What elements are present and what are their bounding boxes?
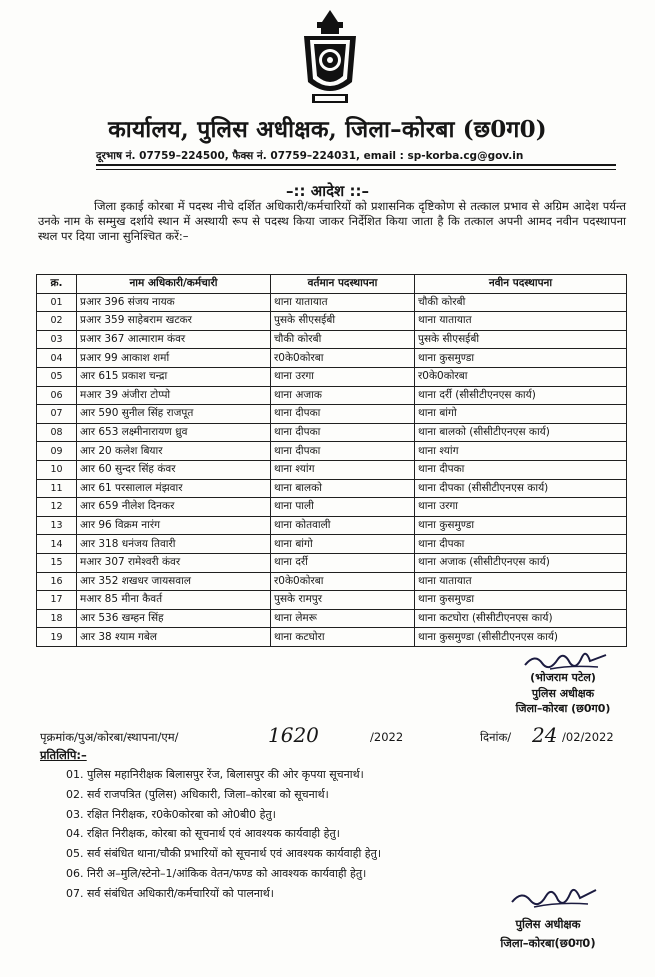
order-text: जिला इकाई कोरबा में पदस्थ नीचे दर्शित अधिकारी/कर्मचारियों को प्रशासनिक दृष्टिकोण से तत्काल प्रभाव से अग्रिम आदेश पर्यन्त उनके नाम के सम्मुख दर्शाये स्थान में अस्थायी रूप से पदस्थ किया जाकर निर्देशित किया जाता है कि तत्काल अपनी आमद नवीन पदस्थापना स्थल पर दिया जाना सुनिश्चित करें:– [38,199,626,243]
table-row [37,386,627,405]
signatory-designation-2: पुलिस अधीक्षक [515,917,581,931]
table-row [37,312,627,331]
cell-name: मआर 307 रामेश्वरी कंवर [77,553,271,572]
reference-year: /2022 [370,730,404,744]
cell-current-posting: थाना लेमरू [271,609,415,628]
cell-new-posting: थाना उरगा [415,498,627,517]
cell-sno: 05 [37,367,77,386]
col-header-new: नवीन पदस्थापना [415,275,627,294]
reference-number: 1620 [268,723,319,747]
cell-new-posting: थाना दीपका [415,535,627,554]
cell-new-posting: थाना यातायात [415,312,627,331]
cell-name: प्रआर 99 आकाश शर्मा [77,349,271,368]
list-item: 04. रक्षित निरीक्षक, कोरबा को सूचनार्थ एवं आवश्यक कार्यवाही हेतु। [66,827,340,841]
cell-sno: 03 [37,330,77,349]
cell-current-posting: र0के0कोरबा [271,572,415,591]
signatory-designation: पुलिस अधीक्षक [531,686,595,700]
cell-new-posting: थाना दर्री (सीसीटीएनएस कार्य) [415,386,627,405]
cell-sno: 12 [37,498,77,517]
table-row [37,498,627,517]
list-item: 01. पुलिस महानिरीक्षक बिलासपुर रेंज, बिलासपुर की ओर कृपया सूचनार्थ। [66,768,364,781]
cell-new-posting: थाना कुसमुण्डा [415,516,627,535]
cell-current-posting: थाना दर्री [271,553,415,572]
cell-name: आर 20 कलेश बियार [77,442,271,461]
reference-prefix: पृक्रमांक/पुअ/कोरबा/स्थापना/एम/ [40,730,179,744]
list-item: 07. सर्व संबंधित अधिकारी/कर्मचारियों को पालनार्थ। [66,886,274,900]
cell-current-posting: थाना अजाक [271,386,415,405]
cell-name: आर 318 धनंजय तिवारी [77,535,271,554]
table-row [37,609,627,628]
table-row [37,367,627,386]
postings-table [36,274,627,647]
cell-new-posting: थाना कुसमुण्डा [415,349,627,368]
cell-name: आर 659 नीलेश दिनकर [77,498,271,517]
cell-new-posting: थाना कटघोरा (सीसीटीएनएस कार्य) [415,609,627,628]
header-rule-thick [96,164,616,166]
cell-name: प्रआर 359 साहेबराम खटकर [77,312,271,331]
cell-current-posting: थाना दीपका [271,405,415,424]
postings-body [37,293,627,646]
cell-new-posting: थाना अजाक (सीसीटीएनएस कार्य) [415,553,627,572]
cell-name: आर 96 विक्रम नारंग [77,516,271,535]
cell-name: आर 653 लक्ष्मीनारायण ध्रुव [77,423,271,442]
table-row [37,516,627,535]
cell-sno: 17 [37,591,77,610]
cell-current-posting: थाना श्यांग [271,460,415,479]
cell-new-posting: थाना श्यांग [415,442,627,461]
table-row [37,423,627,442]
cell-sno: 04 [37,349,77,368]
cell-current-posting: थाना कोतवाली [271,516,415,535]
cell-sno: 06 [37,386,77,405]
cell-sno: 09 [37,442,77,461]
cell-new-posting: पुसके सीएसईबी [415,330,627,349]
cell-current-posting: पुसके रामपुर [271,591,415,610]
cell-name: मआर 85 मीना कैवर्त [77,591,271,610]
cell-new-posting: थाना दीपका (सीसीटीएनएस कार्य) [415,479,627,498]
col-header-sno: क्र. [37,275,77,294]
cell-name: आर 38 श्याम गबेल [77,628,271,647]
table-row [37,460,627,479]
cell-new-posting: चौकी कोरबी [415,293,627,312]
contact-line: दूरभाष नं. 07759–224500, फैक्स नं. 07759–224031, email : sp-korba.cg@gov.in [96,150,524,162]
cell-sno: 16 [37,572,77,591]
cell-current-posting: पुसके सीएसईबी [271,312,415,331]
cell-new-posting: थाना कुसमुण्डा [415,591,627,610]
cell-current-posting: थाना दीपका [271,423,415,442]
cell-sno: 02 [37,312,77,331]
cell-new-posting: थाना यातायात [415,572,627,591]
list-item: 05. सर्व संबंधित थाना/चौकी प्रभारियों को सूचनार्थ एवं आवश्यक कार्यवाही हेतु। [66,847,382,861]
cell-new-posting: थाना बांगो [415,405,627,424]
table-header-row [37,275,627,294]
list-item: 03. रक्षित निरीक्षक, र0के0कोरबा को ओ0बी0 हेतु। [66,807,276,821]
list-item: 02. सर्व राजपत्रित (पुलिस) अधिकारी, जिला–कोरबा को सूचनार्थ। [66,787,329,801]
cell-current-posting: थाना कटघोरा [271,628,415,647]
table-row [37,293,627,312]
cell-sno: 07 [37,405,77,424]
table-row [37,330,627,349]
cell-name: आर 590 सुनील सिंह राजपूत [77,405,271,424]
cell-sno: 08 [37,423,77,442]
header-rule-thin [96,169,616,170]
date-rest: /02/2022 [562,730,614,744]
cell-name: आर 352 शखधर जायसवाल [77,572,271,591]
cell-sno: 13 [37,516,77,535]
cell-current-posting: थाना पाली [271,498,415,517]
order-title: –:: आदेश ::– [286,182,369,200]
cell-new-posting: र0के0कोरबा [415,367,627,386]
table-row [37,628,627,647]
cell-name: मआर 39 अंजीरा टोप्पो [77,386,271,405]
cell-sno: 01 [37,293,77,312]
signature-icon [508,880,598,914]
table-row [37,535,627,554]
table-row [37,479,627,498]
cell-name: प्रआर 367 आत्माराम कंवर [77,330,271,349]
cell-name: प्रआर 396 संजय नायक [77,293,271,312]
date-day: 24 [532,723,558,747]
cell-name: आर 61 परसालाल मंझवार [77,479,271,498]
cell-name: आर 60 सुन्दर सिंह कंवर [77,460,271,479]
table-row [37,553,627,572]
cell-sno: 14 [37,535,77,554]
copy-label: प्रतिलिपि:– [40,748,87,762]
cell-name: आर 615 प्रकाश चन्द्रा [77,367,271,386]
signatory-block [498,670,628,717]
col-header-name: नाम अधिकारी/कर्मचारी [77,275,271,294]
signatory-block-2 [478,915,618,953]
cell-current-posting: थाना दीपका [271,442,415,461]
table-row [37,349,627,368]
cell-sno: 18 [37,609,77,628]
cell-current-posting: थाना उरगा [271,367,415,386]
police-emblem-icon [300,8,360,106]
table-row [37,572,627,591]
cell-current-posting: चौकी कोरबी [271,330,415,349]
office-title: कार्यालय, पुलिस अधीक्षक, जिला–कोरबा (छ0ग0) [108,116,547,143]
table-row [37,405,627,424]
date-label: दिनांक/ [480,730,512,744]
signatory-district-2: जिला–कोरबा(छ0ग0) [500,936,596,950]
table-row [37,591,627,610]
cell-new-posting: थाना बालको (सीसीटीएनएस कार्य) [415,423,627,442]
list-item: 06. निरी अ–मुलि/स्टेनो–1/आंकिक वेतन/फण्ड को आवश्यक कार्यवाही हेतु। [66,866,367,880]
cell-current-posting: थाना यातायात [271,293,415,312]
cell-sno: 11 [37,479,77,498]
cell-name: आर 536 खम्हन सिंह [77,609,271,628]
cell-sno: 10 [37,460,77,479]
cell-current-posting: र0के0कोरबा [271,349,415,368]
cell-new-posting: थाना कुसमुण्डा (सीसीटीएनएस कार्य) [415,628,627,647]
col-header-current: वर्तमान पदस्थापना [271,275,415,294]
table-row [37,442,627,461]
copy-list [66,765,381,904]
cell-new-posting: थाना दीपका [415,460,627,479]
signatory-name: (भोजराम पटेल) [530,671,596,684]
cell-sno: 19 [37,628,77,647]
cell-current-posting: थाना बालको [271,479,415,498]
signatory-district: जिला–कोरबा (छ0ग0) [515,702,611,715]
cell-sno: 15 [37,553,77,572]
cell-current-posting: थाना बांगो [271,535,415,554]
